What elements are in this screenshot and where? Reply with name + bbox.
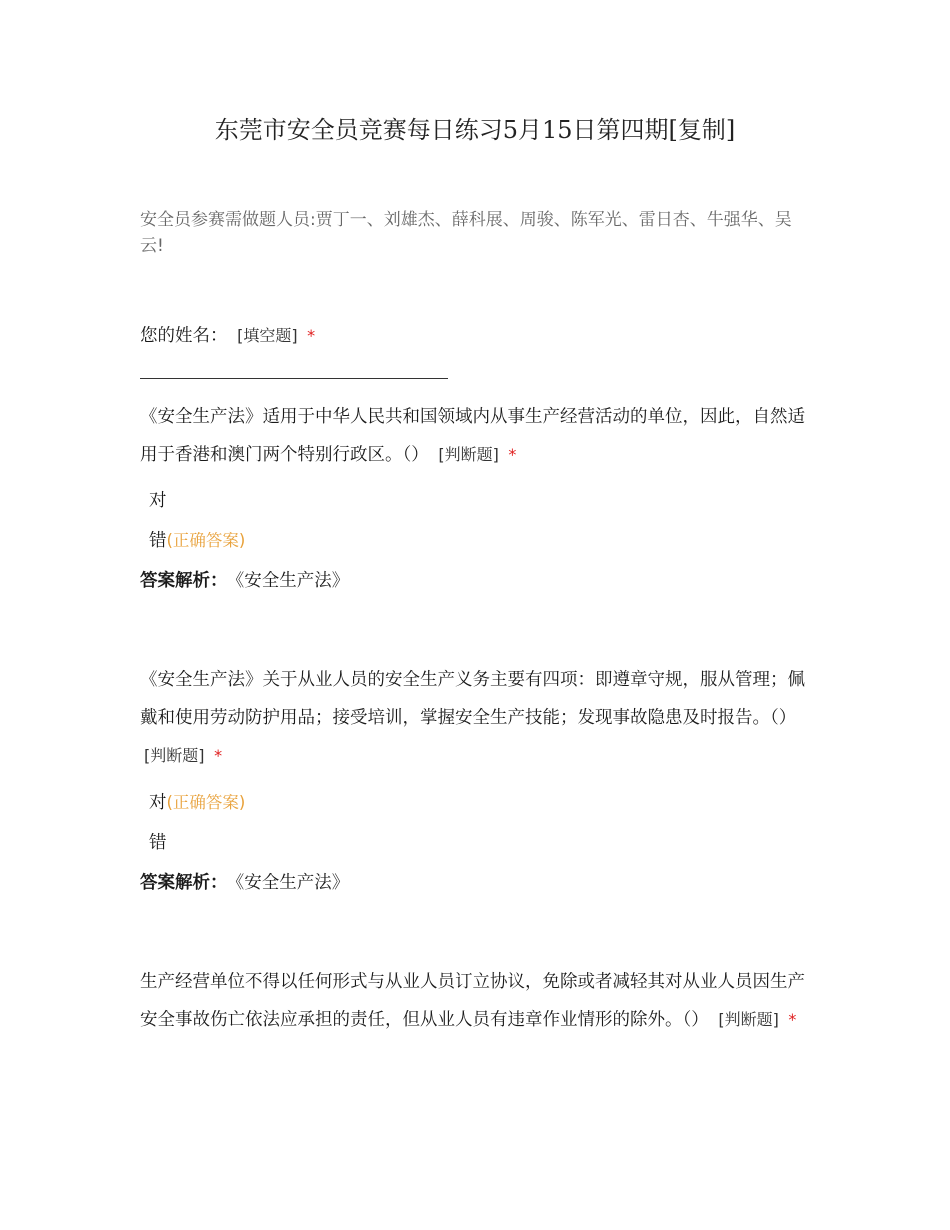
option-label: 错 [149,531,167,551]
question-type: [判断题] [144,746,205,765]
option-label: 对 [149,491,167,511]
intro-text: 安全员参赛需做题人员:贾丁一、刘雄杰、薛科展、周骏、陈军光、雷日杏、牛强华、吴云! [140,210,792,256]
correct-answer-tag: (正确答案) [166,793,246,812]
name-input-line[interactable] [140,378,448,379]
option-true[interactable] [149,489,167,513]
question-text: 您的姓名： [140,326,228,346]
required-mark: * [214,746,223,765]
answer-analysis [140,871,349,895]
option-false[interactable] [149,529,245,553]
name-question [140,317,815,355]
option-label: 错 [149,833,167,853]
question-2 [140,661,815,775]
question-1 [140,398,815,474]
required-mark: * [788,1010,797,1029]
question-text: 《安全生产法》关于从业人员的安全生产义务主要有四项：即遵章守规，服从管理；佩戴和使用劳动防护用品；接受培训，掌握安全生产技能；发现事故隐患及时报告。（） [140,670,805,728]
question-3 [140,963,815,1039]
required-mark: * [307,326,316,345]
option-false[interactable] [149,831,167,855]
question-type: [判断题] [718,1010,779,1029]
analysis-text: 《安全生产法》 [235,873,350,893]
option-label: 对 [149,793,167,813]
analysis-text: 《安全生产法》 [235,571,350,591]
option-true[interactable] [149,791,245,815]
analysis-label: 答案解析： [140,873,228,893]
page-title: 东莞市安全员竞赛每日练习5月15日第四期[复制] [214,116,736,144]
question-type: [判断题] [438,445,499,464]
answer-analysis [140,569,349,593]
question-type: [填空题] [237,326,298,345]
required-mark: * [508,445,517,464]
question-text: 生产经营单位不得以任何形式与从业人员订立协议，免除或者减轻其对从业人员因生产安全事故伤亡依法应承担的责任，但从业人员有违章作业情形的除外。（） [140,972,805,1030]
analysis-label: 答案解析： [140,571,228,591]
question-text: 《安全生产法》适用于中华人民共和国领域内从事生产经营活动的单位，因此，自然适用于香港和澳门两个特别行政区。（） [140,407,805,465]
correct-answer-tag: (正确答案) [166,531,246,550]
